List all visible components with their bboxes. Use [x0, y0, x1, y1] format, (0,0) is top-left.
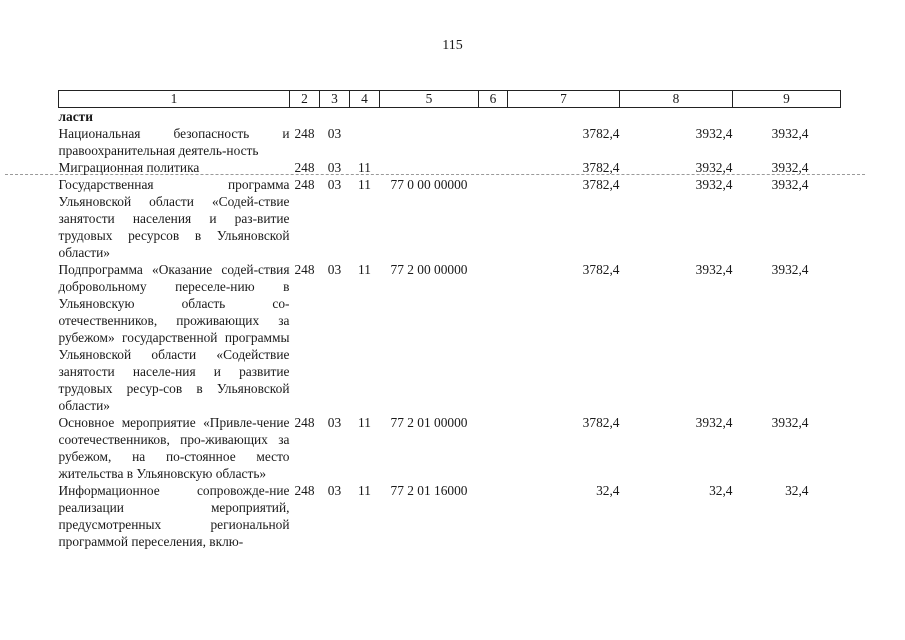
subheading-row [59, 108, 841, 126]
header-cell-2: 2 [290, 91, 320, 108]
table-row [59, 482, 841, 550]
header-cell-5: 5 [380, 91, 479, 108]
row-name: Информационное сопровожде-ние реализации мероприятий, предусмотренных региональной программой переселения, вклю- [58, 483, 290, 549]
header-cell-8: 8 [620, 91, 733, 108]
page-number: 115 [442, 38, 463, 53]
row-col7: 3782,4 [582, 177, 620, 192]
row-col5 [380, 159, 479, 176]
row-col7: 32,4 [596, 483, 620, 498]
table-row [59, 176, 841, 261]
header-row [59, 91, 841, 108]
row-name: Государственная программа Ульяновской области «Содей-ствие занятости населения и раз-витие трудовых ресурсов в Ульяновской области» [58, 177, 290, 260]
row-col9: 3932,4 [771, 415, 809, 430]
row-col6 [479, 261, 508, 414]
row-col5: 77 2 01 16000 [390, 483, 468, 498]
subheading-text: ласти [58, 109, 93, 124]
table-row [59, 261, 841, 414]
row-col7: 3782,4 [582, 262, 620, 277]
row-col5 [380, 125, 479, 159]
row-col5: 77 2 00 00000 [390, 262, 468, 277]
row-col3: 03 [327, 160, 342, 175]
row-col6 [479, 482, 508, 550]
row-col4: 11 [358, 415, 371, 430]
row-col2: 248 [294, 415, 315, 430]
row-col4 [350, 125, 380, 159]
row-col9: 3932,4 [771, 262, 809, 277]
row-col8: 3932,4 [695, 415, 733, 430]
row-col3: 03 [327, 177, 342, 192]
row-col6 [479, 414, 508, 482]
row-col3: 03 [327, 415, 342, 430]
table-row [59, 159, 841, 176]
header-cell-4: 4 [350, 91, 380, 108]
row-col2: 248 [294, 177, 315, 192]
row-col7: 3782,4 [582, 126, 620, 141]
row-col6 [479, 159, 508, 176]
header-cell-3: 3 [320, 91, 350, 108]
row-col9: 3932,4 [771, 160, 809, 175]
header-cell-7: 7 [508, 91, 620, 108]
row-col7: 3782,4 [582, 160, 620, 175]
row-col8: 32,4 [709, 483, 733, 498]
row-name: Миграционная политика [58, 160, 200, 175]
row-col2: 248 [294, 483, 315, 498]
row-col9: 32,4 [785, 483, 809, 498]
header-cell-6: 6 [479, 91, 508, 108]
row-col3: 03 [327, 262, 342, 277]
header-cell-9: 9 [733, 91, 841, 108]
row-col4: 11 [358, 483, 371, 498]
row-col8: 3932,4 [695, 177, 733, 192]
row-col2: 248 [294, 160, 315, 175]
row-col3: 03 [327, 126, 342, 141]
row-col6 [479, 176, 508, 261]
row-col9: 3932,4 [771, 177, 809, 192]
row-col3: 03 [327, 483, 342, 498]
row-col6 [479, 125, 508, 159]
row-col5: 77 0 00 00000 [390, 177, 468, 192]
row-name: Подпрограмма «Оказание содей-ствия добровольному переселе-нию в Ульяновскую область со-отечественников, проживающих за рубежом» государственной программы Ульяновской области «Содействие занятости населе-ния и развитие трудовых ресур-сов в Ульяновской области» [58, 262, 290, 413]
row-col2: 248 [294, 262, 315, 277]
row-col4: 11 [358, 177, 371, 192]
row-col9: 3932,4 [771, 126, 809, 141]
row-col2: 248 [294, 126, 315, 141]
header-cell-1: 1 [59, 91, 290, 108]
row-col7: 3782,4 [582, 415, 620, 430]
row-col8: 3932,4 [695, 126, 733, 141]
row-name: Основное мероприятие «Привле-чение соотечественников, про-живающих за рубежом, на по-стоянное место жительства в Ульяновскую область» [58, 415, 290, 481]
table-row [59, 414, 841, 482]
budget-table [58, 90, 841, 550]
row-col8: 3932,4 [695, 262, 733, 277]
table-row [59, 125, 841, 159]
row-name: Национальная безопасность и правоохранительная деятель-ность [58, 126, 290, 158]
row-col4: 11 [358, 160, 371, 175]
row-col8: 3932,4 [695, 160, 733, 175]
row-col5: 77 2 01 00000 [390, 415, 468, 430]
row-col4: 11 [358, 262, 371, 277]
